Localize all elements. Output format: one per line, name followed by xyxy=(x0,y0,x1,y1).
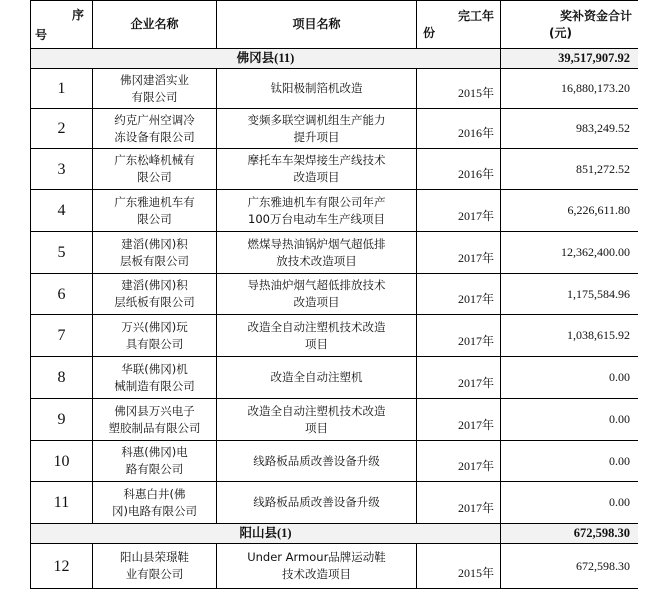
table-row xyxy=(31,232,639,274)
completion-year: 2016年 xyxy=(417,149,501,190)
table-row xyxy=(31,482,639,524)
company-name xyxy=(93,441,217,482)
company-name-line: 械制造有限公司 xyxy=(114,378,195,393)
company-name-line: 层板有限公司 xyxy=(120,253,189,268)
project-name-line: 燃煤导热油锅炉烟气超低排 xyxy=(247,236,386,251)
project-name-line: 改造全自动注塑机技术改造 xyxy=(247,319,386,334)
row-number: 6 xyxy=(31,274,93,315)
header-year-line2: 份 xyxy=(423,25,436,40)
group-name: 佛冈县(11) xyxy=(31,49,501,69)
completion-year: 2017年 xyxy=(417,399,501,441)
project-name-line: 提升项目 xyxy=(293,129,340,144)
company-name xyxy=(93,109,217,149)
project-name-line: Under Armour品牌运动鞋 xyxy=(247,550,386,564)
project-name-line: 项目 xyxy=(305,336,328,351)
subsidy-amount: 983,249.52 xyxy=(501,109,639,149)
row-number: 7 xyxy=(31,315,93,357)
table-row xyxy=(31,69,639,109)
company-name xyxy=(93,232,217,274)
project-name xyxy=(217,399,417,441)
row-number: 12 xyxy=(31,544,93,589)
completion-year: 2017年 xyxy=(417,357,501,399)
group-total: 672,598.30 xyxy=(501,524,639,544)
project-name xyxy=(217,544,417,589)
subsidy-amount: 851,272.52 xyxy=(501,149,639,190)
company-name xyxy=(93,357,217,399)
header-year-line1: 完工年 xyxy=(457,8,494,23)
company-name-line: 冈)电路有限公司 xyxy=(112,503,197,518)
completion-year: 2017年 xyxy=(417,441,501,482)
project-name-line: 摩托车车架焊接生产线技术 xyxy=(247,153,386,167)
project-name-line: 线路板品质改善设备升级 xyxy=(253,453,380,468)
company-name-line: 华联(佛冈)机 xyxy=(121,361,188,376)
header-row xyxy=(31,1,639,49)
project-name-line: 项目 xyxy=(305,420,328,435)
project-name xyxy=(217,357,417,399)
company-name-line: 科惠白井(佛 xyxy=(123,486,186,501)
completion-year: 2017年 xyxy=(417,482,501,524)
project-name-line: 改造项目 xyxy=(293,170,340,184)
company-name-line: 佛冈县万兴电子 xyxy=(114,403,195,418)
header-seq xyxy=(31,1,93,49)
company-name xyxy=(93,274,217,315)
completion-year: 2015年 xyxy=(417,544,501,589)
company-name-line: 广东松峰机械有 xyxy=(114,153,195,167)
table-row xyxy=(31,315,639,357)
subsidy-table-container xyxy=(30,0,638,592)
company-name-line: 广东雅迪机车有 xyxy=(114,194,195,209)
company-name-line: 约克广州空调冷 xyxy=(114,112,195,127)
header-amount-line1: 奖补资金合计 xyxy=(559,8,632,23)
subsidy-amount: 16,880,173.20 xyxy=(501,69,639,109)
project-name-line: 改造全自动注塑机技术改造 xyxy=(247,403,386,418)
project-name-line: 改造全自动注塑机 xyxy=(270,370,363,384)
completion-year: 2016年 xyxy=(417,109,501,149)
project-name-line: 钛阳极制箔机改造 xyxy=(270,81,363,95)
subsidy-table xyxy=(30,0,638,589)
row-number: 4 xyxy=(31,190,93,232)
company-name-line: 建滔(佛冈)积 xyxy=(121,236,188,251)
subsidy-amount: 672,598.30 xyxy=(501,544,639,589)
company-name xyxy=(93,399,217,441)
project-name xyxy=(217,149,417,190)
project-name xyxy=(217,69,417,109)
table-row xyxy=(31,399,639,441)
company-name-line: 限公司 xyxy=(137,170,172,184)
project-name-line: 改造项目 xyxy=(293,295,340,309)
row-number: 2 xyxy=(31,109,93,149)
company-name xyxy=(93,482,217,524)
completion-year: 2017年 xyxy=(417,274,501,315)
company-name xyxy=(93,190,217,232)
project-name xyxy=(217,315,417,357)
row-number: 1 xyxy=(31,69,93,109)
completion-year: 2015年 xyxy=(417,69,501,109)
row-number: 3 xyxy=(31,149,93,190)
completion-year: 2017年 xyxy=(417,232,501,274)
table-body xyxy=(31,1,639,589)
completion-year: 2017年 xyxy=(417,315,501,357)
header-company: 企业名称 xyxy=(93,1,217,49)
table-row xyxy=(31,190,639,232)
project-name-line: 变频多联空调机组生产能力 xyxy=(247,112,386,127)
subsidy-amount: 1,038,615.92 xyxy=(501,315,639,357)
company-name-line: 阳山县荣璟鞋 xyxy=(120,550,189,564)
company-name-line: 限公司 xyxy=(137,211,172,226)
subsidy-amount: 0.00 xyxy=(501,441,639,482)
company-name xyxy=(93,315,217,357)
group-name: 阳山县(1) xyxy=(31,524,501,544)
header-amount xyxy=(501,1,639,49)
project-name xyxy=(217,109,417,149)
company-name xyxy=(93,544,217,589)
project-name xyxy=(217,190,417,232)
company-name-line: 科惠(佛冈)电 xyxy=(121,445,188,459)
subsidy-amount: 6,226,611.80 xyxy=(501,190,639,232)
subsidy-amount: 1,175,584.96 xyxy=(501,274,639,315)
table-row xyxy=(31,109,639,149)
row-number: 5 xyxy=(31,232,93,274)
row-number: 8 xyxy=(31,357,93,399)
company-name-line: 具有限公司 xyxy=(125,336,184,351)
subsidy-amount: 0.00 xyxy=(501,482,639,524)
company-name-line: 塑胶制品有限公司 xyxy=(108,420,201,435)
project-name-line: 100万台电动车生产线项目 xyxy=(248,211,385,226)
company-name xyxy=(93,149,217,190)
company-name-line: 有限公司 xyxy=(131,89,178,104)
header-amount-line2: (元) xyxy=(549,25,572,40)
subsidy-amount: 0.00 xyxy=(501,399,639,441)
header-year xyxy=(417,1,501,49)
project-name xyxy=(217,441,417,482)
header-seq-top: 序 xyxy=(71,8,84,22)
company-name-line: 业有限公司 xyxy=(125,567,184,581)
group-row xyxy=(31,49,639,69)
company-name-line: 层纸板有限公司 xyxy=(114,295,195,309)
header-seq-bottom: 号 xyxy=(35,28,48,42)
project-name-line: 导热油炉烟气超低排放技术 xyxy=(247,278,386,292)
subsidy-amount: 12,362,400.00 xyxy=(501,232,639,274)
company-name-line: 路有限公司 xyxy=(125,462,184,476)
company-name-line: 冻设备有限公司 xyxy=(114,129,195,144)
subsidy-amount: 0.00 xyxy=(501,357,639,399)
table-row xyxy=(31,357,639,399)
project-name xyxy=(217,232,417,274)
header-project: 项目名称 xyxy=(217,1,417,49)
project-name xyxy=(217,274,417,315)
project-name-line: 广东雅迪机车有限公司年产 xyxy=(247,194,386,209)
project-name-line: 线路板品质改善设备升级 xyxy=(253,495,380,509)
row-number: 10 xyxy=(31,441,93,482)
group-row xyxy=(31,524,639,544)
project-name-line: 技术改造项目 xyxy=(282,567,351,581)
table-row xyxy=(31,149,639,190)
completion-year: 2017年 xyxy=(417,190,501,232)
project-name-line: 放技术改造项目 xyxy=(276,253,357,268)
company-name xyxy=(93,69,217,109)
table-row xyxy=(31,544,639,589)
company-name-line: 万兴(佛冈)玩 xyxy=(121,319,188,334)
company-name-line: 佛冈建滔实业 xyxy=(120,72,189,87)
group-total: 39,517,907.92 xyxy=(501,49,639,69)
project-name xyxy=(217,482,417,524)
table-row xyxy=(31,441,639,482)
company-name-line: 建滔(佛冈)积 xyxy=(121,278,188,292)
table-row xyxy=(31,274,639,315)
row-number: 9 xyxy=(31,399,93,441)
row-number: 11 xyxy=(31,482,93,524)
